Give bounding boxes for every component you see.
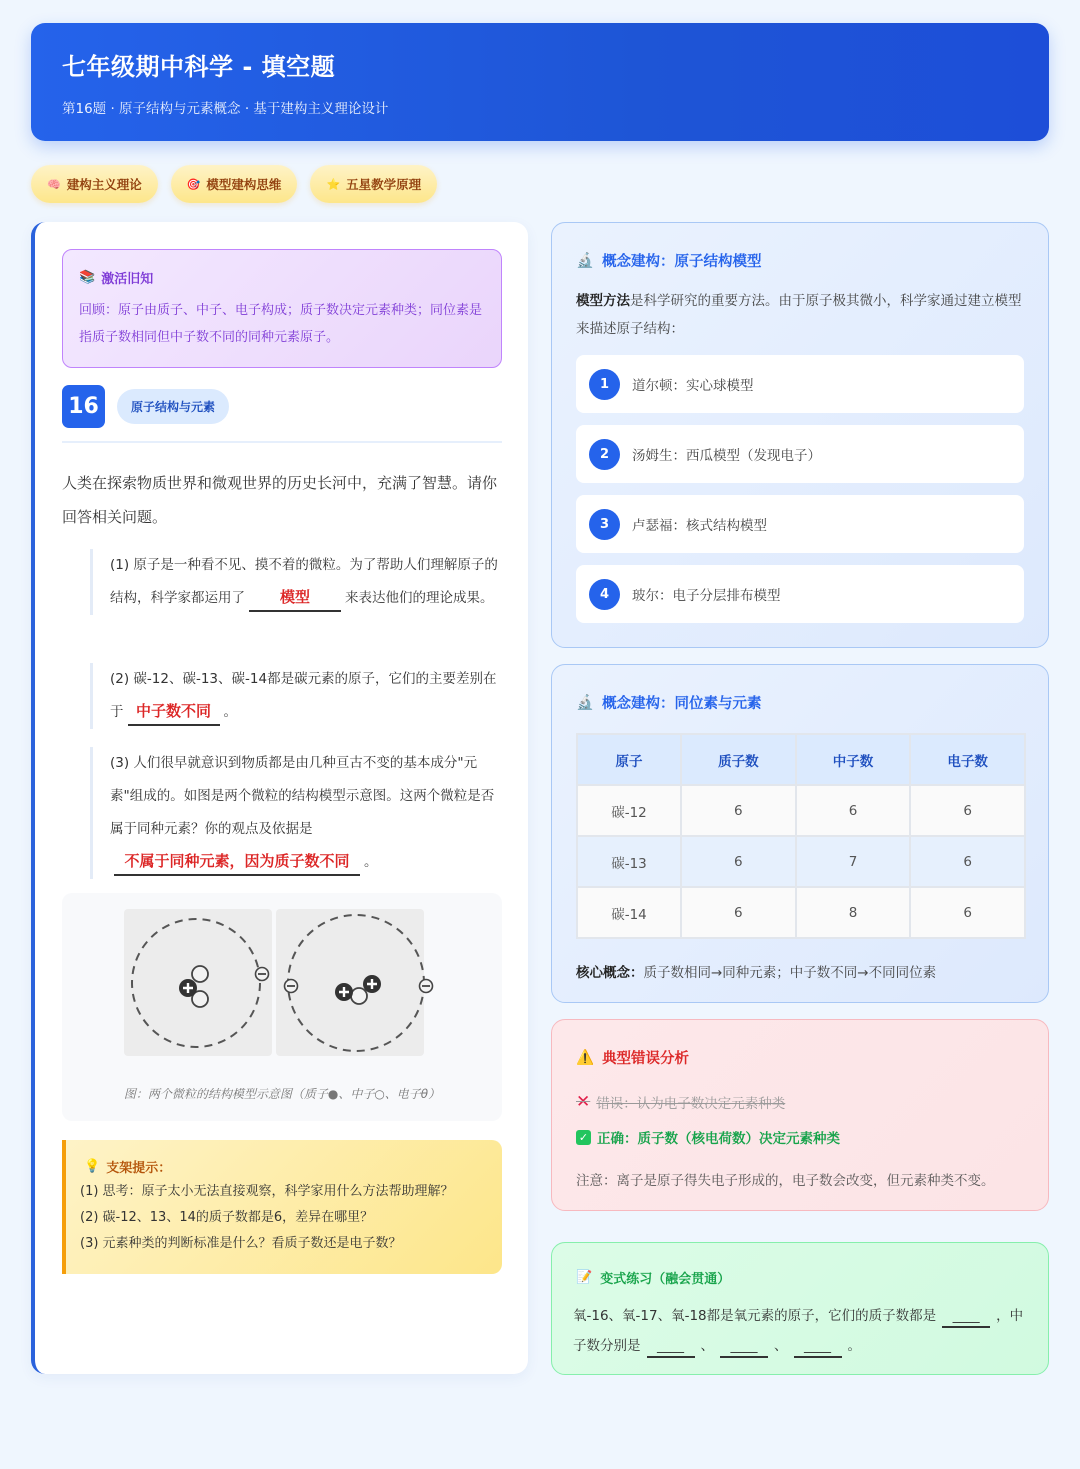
- hint-line: (1) 思考：原子太小无法直接观察，科学家用什么方法帮助理解？: [80, 1184, 454, 1199]
- column-header: 原子: [577, 734, 681, 785]
- activate-body: 回顾：原子由质子、中子、电子构成；质子数决定元素种类；同位素是指质子数相同但中子数不同的同种元素原子。: [79, 303, 483, 345]
- step-number: 4: [589, 579, 620, 610]
- column-header: 中子数: [796, 734, 911, 785]
- question-header: [62, 385, 229, 428]
- card-title: 变式练习（融会贯通）: [600, 1272, 731, 1287]
- activate-prior-knowledge-box: [62, 249, 502, 368]
- table-row: 碳-12 6 6 6: [577, 785, 1025, 836]
- page-title: 七年级期中科学 - 填空题: [62, 53, 336, 81]
- divider: [62, 441, 502, 443]
- practice-blank-proton[interactable]: ____: [942, 1306, 990, 1328]
- microscope-icon: 🔬: [576, 253, 595, 269]
- page-header: [31, 23, 1049, 141]
- wrong-statement: ✕ 错误：认为电子数决定元素种类: [576, 1092, 786, 1112]
- tag-five-star: ⭐ 五星教学原理: [310, 165, 437, 203]
- target-icon: 🎯: [186, 177, 201, 191]
- question-number: 16: [62, 385, 105, 428]
- sub-question-1: (1) 原子是一种看不见、摸不着的微粒。为了帮助人们理解原子的结构，科学家都运用了 模型 来表达他们的理论成果。: [90, 549, 505, 615]
- practice-blank-neutron-1[interactable]: ____: [647, 1336, 695, 1358]
- answer-blank-1[interactable]: 模型: [249, 584, 341, 612]
- practice-blank-neutron-3[interactable]: ____: [794, 1336, 842, 1358]
- figure-caption: 图：两个微粒的结构模型示意图（质子●、中子○、电子θ）: [123, 1087, 441, 1101]
- brain-icon: 🧠: [47, 177, 61, 191]
- table-row: 碳-14 6 8 6: [577, 887, 1025, 938]
- hint-title: 支架提示：: [106, 1161, 172, 1176]
- particle-diagram-2: [276, 909, 424, 1056]
- card-title: 概念建构：原子结构模型: [602, 254, 762, 270]
- column-header: 电子数: [910, 734, 1025, 785]
- tag-model-thinking: 🎯 模型建构思维: [171, 165, 298, 203]
- star-icon: ⭐: [326, 177, 341, 191]
- table-row: 碳-13 6 7 6: [577, 836, 1025, 887]
- microscope-icon: 🔬: [576, 695, 595, 711]
- atom-structure-figure: [62, 893, 502, 1121]
- warning-icon: ⚠️: [576, 1050, 595, 1066]
- card-title: 概念建构：同位素与元素: [602, 696, 762, 712]
- activate-title: 激活旧知: [101, 272, 154, 287]
- memo-icon: 📝: [576, 1270, 593, 1285]
- practice-card: [551, 1242, 1049, 1375]
- lightbulb-icon: 💡: [84, 1159, 101, 1174]
- isotope-table: [576, 733, 1026, 939]
- error-analysis-card: [551, 1019, 1049, 1211]
- practice-blank-neutron-2[interactable]: ____: [720, 1336, 768, 1358]
- isotope-card: [551, 664, 1049, 1003]
- hint-line: (3) 元素种类的判断标准是什么？看质子数还是电子数？: [80, 1236, 402, 1251]
- hint-line: (2) 碳-12、13、14的质子数都是6，差异在哪里？: [80, 1210, 374, 1225]
- sub-question-3: (3) 人们很早就意识到物质都是由几种亘古不变的基本成分"元素"组成的。如图是两个微粒的结构模型示意图。这两个微粒是否属于同种元素？你的观点及依据是 不属于同种元素，因为质子数不同 。: [90, 747, 505, 879]
- books-icon: 📚: [79, 270, 96, 285]
- step-number: 2: [589, 439, 620, 470]
- answer-blank-3[interactable]: 不属于同种元素，因为质子数不同: [114, 848, 360, 876]
- cross-icon: ✕: [576, 1092, 591, 1112]
- scaffold-hint-box: [62, 1140, 502, 1274]
- check-icon: ✓: [576, 1130, 591, 1145]
- error-note: 注意：离子是原子得失电子形成的，电子数会改变，但元素种类不变。: [576, 1173, 995, 1189]
- model-item: 4 玻尔：电子分层排布模型: [576, 565, 1024, 623]
- column-header: 质子数: [681, 734, 796, 785]
- atom-model-card: [551, 222, 1049, 648]
- sub-question-2: (2) 碳-12、碳-13、碳-14都是碳元素的原子，它们的主要差别在于 中子数不同 。: [90, 663, 505, 729]
- answer-blank-2[interactable]: 中子数不同: [128, 698, 220, 726]
- practice-question: 氧-16、氧-17、氧-18都是氧元素的原子，它们的质子数都是 ____ ，中子数分别是 ____ 、 ____ 、 ____ 。: [573, 1301, 1024, 1361]
- model-item: 1 道尔顿：实心球模型: [576, 355, 1024, 413]
- correct-statement: ✓ 正确：质子数（核电荷数）决定元素种类: [576, 1127, 1024, 1147]
- model-description: 模型方法是科学研究的重要方法。由于原子极其微小，科学家通过建立模型来描述原子结构：: [576, 293, 1022, 337]
- theory-tags: [31, 165, 437, 203]
- core-concept: 核心概念：质子数相同→同种元素；中子数不同→不同同位素: [576, 965, 937, 981]
- particle-diagram-1: [124, 909, 272, 1056]
- model-item: 3 卢瑟福：核式结构模型: [576, 495, 1024, 553]
- page-subtitle: 第16题 · 原子结构与元素概念 · 基于建构主义理论设计: [62, 101, 389, 117]
- question-card: [31, 222, 528, 1374]
- question-topic-badge: 原子结构与元素: [117, 389, 229, 424]
- model-item: 2 汤姆生：西瓜模型（发现电子）: [576, 425, 1024, 483]
- tag-constructivism: 🧠 建构主义理论: [31, 165, 158, 203]
- question-intro: 人类在探索物质世界和微观世界的历史长河中，充满了智慧。请你回答相关问题。: [62, 474, 498, 526]
- step-number: 1: [589, 369, 620, 400]
- card-title: 典型错误分析: [602, 1051, 690, 1067]
- step-number: 3: [589, 509, 620, 540]
